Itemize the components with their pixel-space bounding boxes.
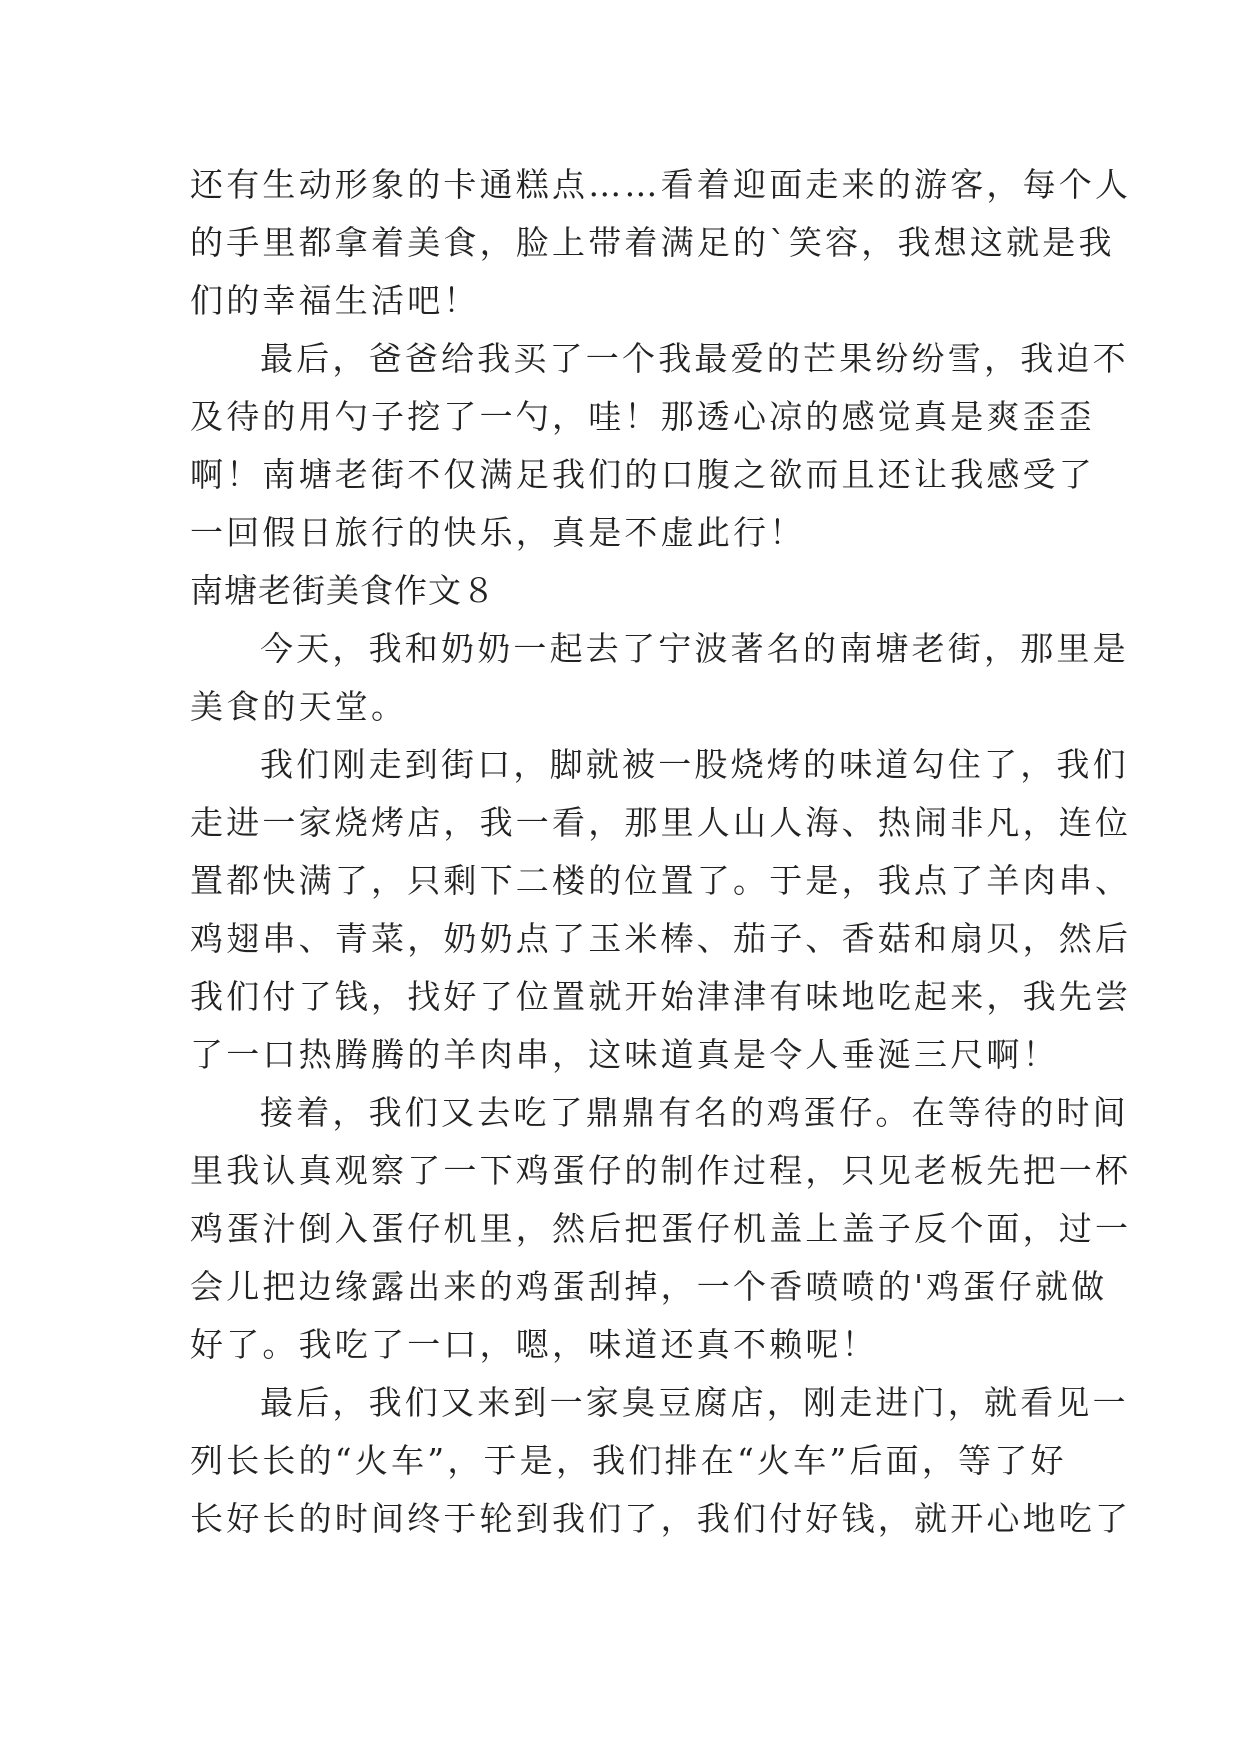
paragraph-line: 美食的天堂。 [190,687,408,726]
paragraph-line: 鸡蛋汁倒入蛋仔机里，然后把蛋仔机盖上盖子反个面，过一 [190,1209,1132,1248]
paragraph-line: 长好长的时间终于轮到我们了，我们付好钱，就开心地吃了 [190,1499,1132,1538]
paragraph-line: 还有生动形象的卡通糕点……看着迎面走来的游客，每个人 [190,165,1132,204]
paragraph-line: 及待的用勺子挖了一勺，哇！那透心凉的感觉真是爽歪歪 [190,397,1095,436]
paragraph-line: 了一口热腾腾的羊肉串，这味道真是令人垂涎三尺啊！ [190,1035,1059,1074]
paragraph-line: 们的幸福生活吧！ [190,281,480,320]
paragraph-line: 鸡翅串、青菜，奶奶点了玉米棒、茄子、香菇和扇贝，然后 [190,919,1132,958]
paragraph-line: 一回假日旅行的快乐，真是不虚此行！ [190,513,806,552]
paragraph-line: 好了。我吃了一口，嗯，味道还真不赖呢！ [190,1325,878,1364]
paragraph-line: 最后，我们又来到一家臭豆腐店，刚走进门，就看见一 [260,1383,1129,1422]
paragraph-line: 置都快满了，只剩下二楼的位置了。于是，我点了羊肉串、 [190,861,1132,900]
paragraph-line: 走进一家烧烤店，我一看，那里人山人海、热闹非凡，连位 [190,803,1132,842]
paragraph-line: 我们付了钱，找好了位置就开始津津有味地吃起来，我先尝 [190,977,1132,1016]
paragraph-line: 接着，我们又去吃了鼎鼎有名的鸡蛋仔。在等待的时间 [260,1093,1129,1132]
paragraph-line: 啊！南塘老街不仅满足我们的口腹之欲而且还让我感受了 [190,455,1095,494]
paragraph-line: 里我认真观察了一下鸡蛋仔的制作过程，只见老板先把一杯 [190,1151,1132,1190]
paragraph-line: 列长长的“火车”，于是，我们排在“火车”后面，等了好 [190,1441,1067,1480]
section-heading: 南塘老街美食作文８ [190,571,496,610]
paragraph-line: 的手里都拿着美食，脸上带着满足的`笑容，我想这就是我 [190,223,1115,262]
paragraph-line: 我们刚走到街口，脚就被一股烧烤的味道勾住了，我们 [260,745,1129,784]
paragraph-line: 会儿把边缘露出来的鸡蛋刮掉，一个香喷喷的'鸡蛋仔就做 [190,1267,1108,1306]
paragraph-line: 今天，我和奶奶一起去了宁波著名的南塘老街，那里是 [260,629,1129,668]
paragraph-line: 最后，爸爸给我买了一个我最爱的芒果纷纷雪，我迫不 [260,339,1129,378]
